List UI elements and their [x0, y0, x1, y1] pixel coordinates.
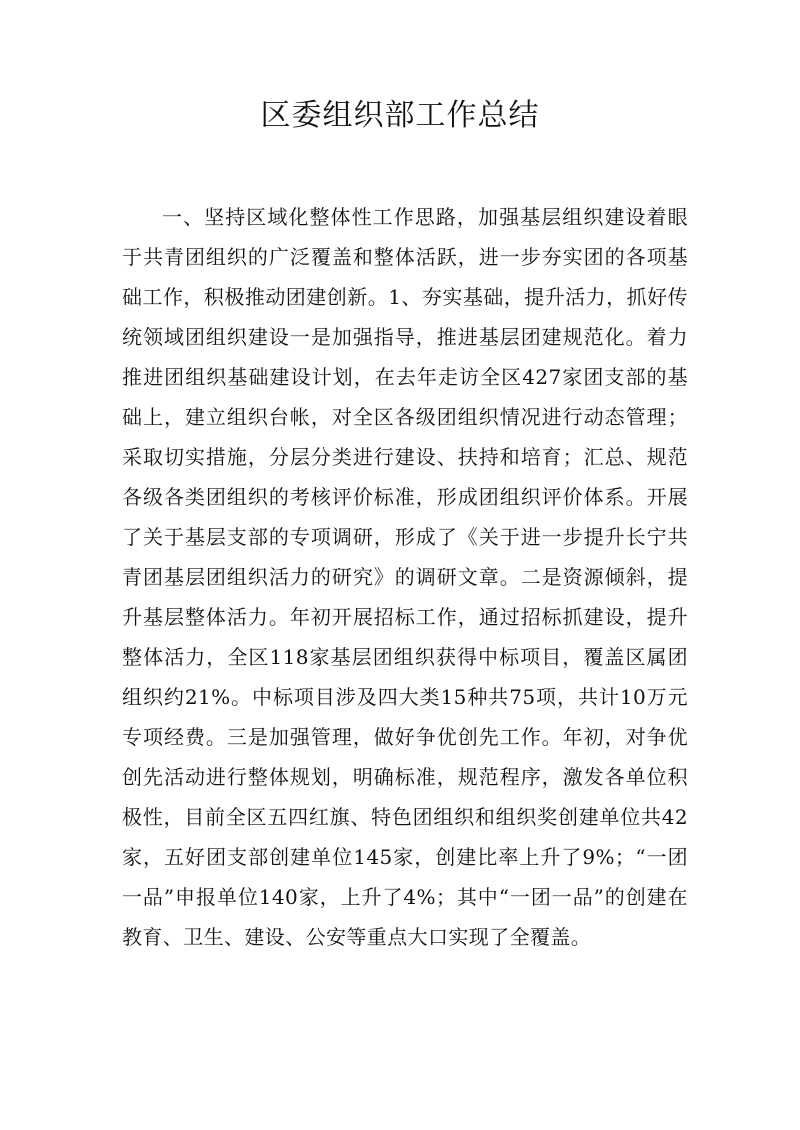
document-title: 区委组织部工作总结 [260, 98, 540, 133]
body-paragraph: 一、坚持区域化整体性工作思路，加强基层组织建设着眼于共青团组织的广泛覆盖和整体活跃，进一步夯实团的各项基础工作，积极推动团建创新。1、夯实基础，提升活力，抓好传统领域团组织建设一是加强指导，推进基层团建规范化。着力推进团组织基础建设计划，在去年走访全区427家团支部的基础上，建立组织台帐，对全区各级团组织情况进行动态管理；采取切实措施，分层分类进行建设、扶持和培育；汇总、规范各级各类团组织的考核评价标准，形成团组织评价体系。开展了关于基层支部的专项调研，形成了《关于进一步提升长宁共青团基层团组织活力的研究》的调研文章。二是资源倾斜，提升基层整体活力。年初开展招标工作，通过招标抓建设，提升整体活力，全区118家基层团组织获得中标项目，覆盖区属团组织约21%。中标项目涉及四大类15种共75项，共计10万元专项经费。三是加强管理，做好争优创先工作。年初，对争优创先活动进行整体规划，明确标准，规范程序，激发各单位积极性，目前全区五四红旗、特色团组织和组织奖创建单位共42家，五好团支部创建单位145家，创建比率上升了9%；“一团一品”申报单位140家，上升了4%；其中“一团一品”的创建在教育、卫生、建设、公安等重点大口实现了全覆盖。 [122, 205, 688, 949]
